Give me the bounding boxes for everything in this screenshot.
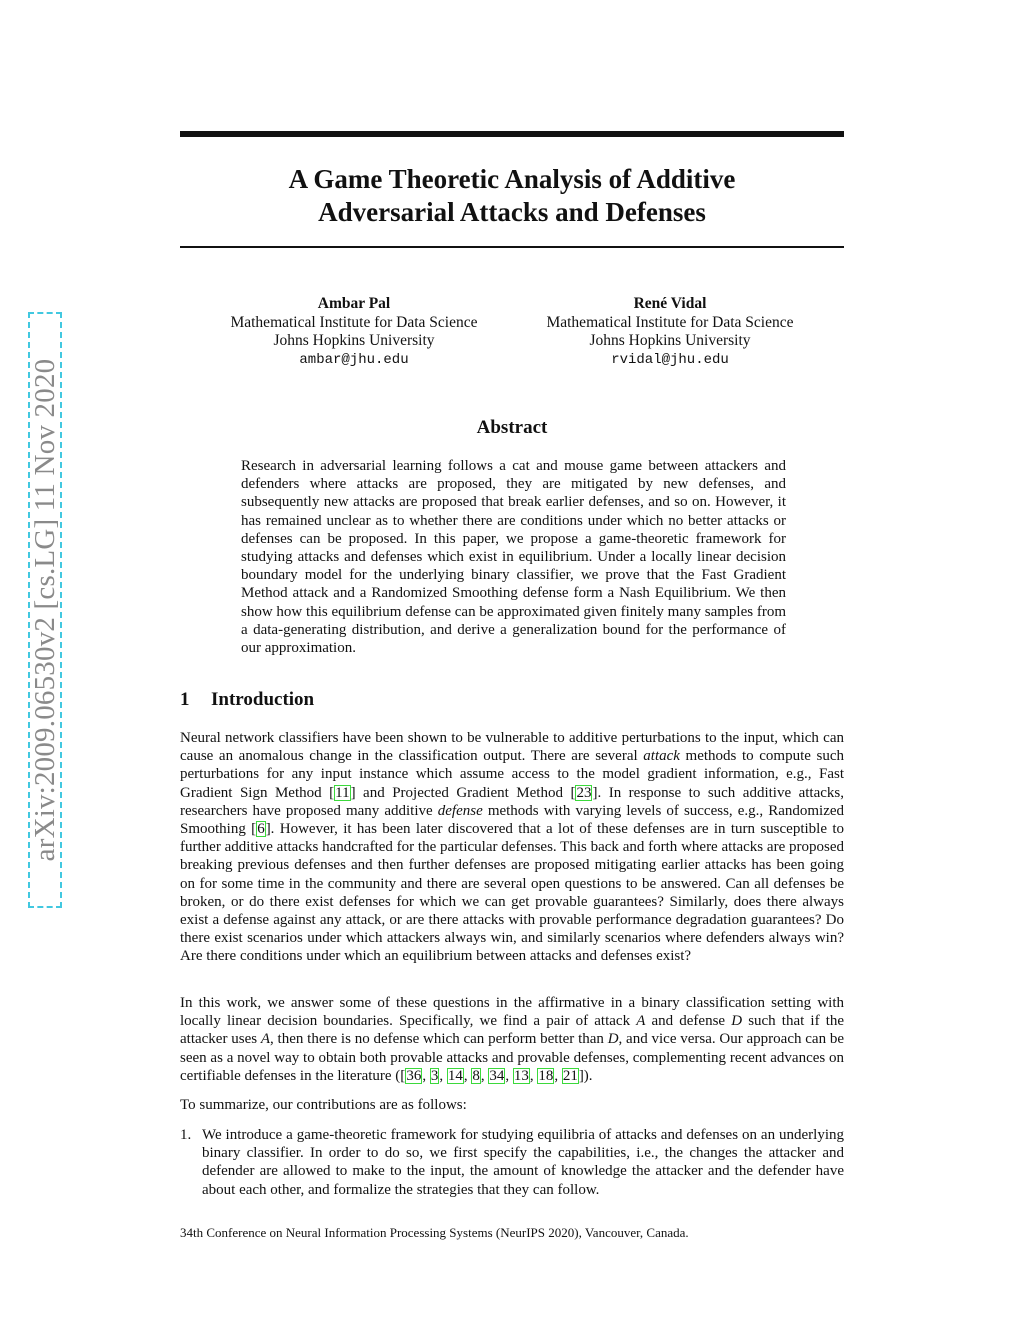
text-run: ]. In response to such additive attacks, researchers have proposed many additive <box>180 784 845 819</box>
citation-link[interactable]: 6 <box>257 821 265 838</box>
text-run: Neural network classifiers have been shown to be vulnerable to additive perturbations to the input, which can cause an anomalous change in the classification output. There are several <box>180 730 844 765</box>
text-run: , and vice versa. Our approach can be seen as a novel way to obtain both provable attacks and provable defenses, complementing recent advances on certifiable defenses in the literature ([ <box>180 1031 845 1084</box>
conference-footnote: 34th Conference on Neural Information Processing Systems (NeurIPS 2020), Vancouver, Canada. <box>180 1225 689 1240</box>
citation-link[interactable]: 14 <box>447 1067 463 1084</box>
author-name: Ambar Pal <box>317 295 391 312</box>
math-variable: D <box>607 1031 619 1048</box>
contribution-list-item <box>180 1126 844 1199</box>
intro-paragraph-3: To summarize, our contributions are as follows: <box>180 1097 467 1113</box>
text-run: ]). <box>578 1067 593 1084</box>
text-run: , then there is no defense which can perform better than <box>270 1031 604 1048</box>
text-run: In this work, we answer some of these questions in the affirmative in a binary classification setting with locally linear decision boundaries. Specifically, we find a pair of attack <box>180 995 844 1030</box>
title-rule-bottom <box>180 246 844 248</box>
citation-link[interactable]: 36 <box>406 1067 422 1084</box>
section-number: 1 <box>180 689 190 710</box>
citation-link[interactable]: 34 <box>489 1067 505 1084</box>
title-line-1: A Game Theoretic Analysis of Additive <box>288 164 736 194</box>
emphasis-attack: attack <box>643 748 680 765</box>
text-run: and defense <box>651 1013 726 1030</box>
math-variable: A <box>260 1031 271 1048</box>
citation-link[interactable]: 8 <box>472 1067 480 1084</box>
intro-paragraph-2: In this work, we answer some of these questions in the affirmative in a binary classification setting with locally linear decision boundaries. Specifically, we find a pair of attack A and defense D such that if the attacker uses A, then there is no defense which can perform better than D, and vice versa. Our approach can be seen as a novel way to obtain both provable attacks and provable defenses, complementing recent advances on certifiable defenses in the literature ([36, 3, 14, 8, 34, 13, 18, 21]). <box>180 995 845 1084</box>
paper-title <box>180 163 844 229</box>
emphasis-defense: defense <box>437 802 483 819</box>
citation-link[interactable]: 23 <box>576 784 592 801</box>
author-affiliation: Mathematical Institute for Data Science <box>546 313 794 331</box>
citation-link[interactable]: 11 <box>335 784 350 801</box>
list-item-text: We introduce a game-theoretic framework for studying equilibria of attacks and defenses on an underlying binary classifier. In order to do so, we first specify the capabilities, i.e., the changes the attacker and defender are allowed to make to the input, the amount of knowledge the attacker and the defender have about each other, and formalize the strategies that they can follow. <box>202 1127 844 1198</box>
arxiv-stamp: arXiv:2009.06530v2 [cs.LG] 11 Nov 2020 <box>29 358 61 862</box>
author-email[interactable]: ambar@jhu.edu <box>299 351 409 368</box>
author-university: Johns Hopkins University <box>273 332 435 349</box>
author-name: René Vidal <box>633 295 707 312</box>
author-affiliation: Mathematical Institute for Data Science <box>230 313 478 331</box>
abstract-text: Research in adversarial learning follows a cat and mouse game between attackers and defenders where attacks are proposed, they are mitigated by new defenses, and subsequently new attacks are proposed that break earlier defenses, and so on. However, it has remained unclear as to whether there are conditions under which no better attacks or defenses can be proposed. In this paper, we propose a game-theoretic framework for studying attacks and defenses which exist in equilibrium. Under a locally linear decision boundary model for the underlying binary classifier, we prove that the Fast Gradient Method attack and a Randomized Smoothing defense form a Nash Equilibrium. We then show how this equilibrium defense can be approximated given finitely many samples from a data-generating distribution, and derive a generalization bound for the performance of our approximation. <box>241 458 786 657</box>
math-variable: A <box>636 1013 646 1030</box>
author-university: Johns Hopkins University <box>589 332 751 349</box>
text-run: such that if the attacker uses <box>180 1013 845 1048</box>
author-block-1 <box>194 295 514 369</box>
citation-link[interactable]: 18 <box>538 1067 554 1084</box>
author-email[interactable]: rvidal@jhu.edu <box>611 351 729 368</box>
citation-link[interactable]: 21 <box>562 1067 578 1084</box>
author-block-2 <box>510 295 830 369</box>
list-marker: 1. <box>180 1127 192 1143</box>
math-variable: D <box>731 1013 743 1030</box>
citation-link[interactable]: 13 <box>513 1067 529 1084</box>
section-title: Introduction <box>211 689 315 710</box>
abstract-heading: Abstract <box>476 417 548 438</box>
title-line-2: Adversarial Attacks and Defenses <box>318 197 706 227</box>
text-run: methods to compute such perturbations for any input instance which assume access to the model gradient information, e.g., Fast Gradient Sign Method [ <box>180 748 844 801</box>
text-run: ] and Projected Gradient Method [ <box>350 784 576 801</box>
section-heading <box>180 688 314 712</box>
text-run: methods with varying levels of success, e.g., Randomized Smoothing [ <box>180 802 845 838</box>
text-run: ]. However, it has been later discovered that a lot of these defenses are in turn susceptible to further additive attacks handcrafted for the particular defenses. This back and forth where attacks are proposed breaking previous defenses and then further defenses are proposed mitigating earlier attacks has been going on for some time in the community and there are several open questions to be answered. Can all defenses be broken, or do there exist defenses for which we can get provable guarantees? Similarly, does there always exist a defense against any attack, or are there attacks with provable performance degradation guarantees? Do there exist scenarios under which attackers always win, and similarly scenarios where defenders always win? Are there conditions under which an equilibrium between attacks and defenses exist? <box>180 821 844 965</box>
intro-paragraph-1 <box>180 729 844 966</box>
title-rule-top <box>180 131 844 137</box>
citation-link[interactable]: 3 <box>430 1067 439 1084</box>
